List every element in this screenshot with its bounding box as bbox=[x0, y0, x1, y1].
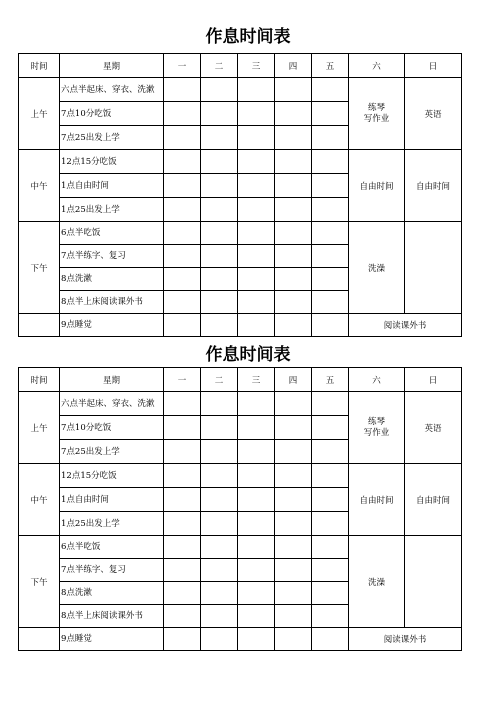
activity-cell: 7点25出发上学 bbox=[60, 440, 164, 464]
activity-cell: 1点自由时间 bbox=[60, 174, 164, 198]
empty-cell bbox=[238, 150, 275, 174]
header-cell: 六 bbox=[349, 368, 405, 392]
empty-cell bbox=[238, 582, 275, 605]
activity-cell: 12点15分吃饭 bbox=[60, 150, 164, 174]
empty-cell bbox=[275, 174, 312, 198]
empty-cell bbox=[275, 222, 312, 245]
activity-cell: 7点10分吃饭 bbox=[60, 102, 164, 126]
empty-cell bbox=[164, 174, 201, 198]
empty-cell bbox=[164, 291, 201, 314]
empty-cell bbox=[201, 488, 238, 512]
empty-cell bbox=[201, 150, 238, 174]
empty-cell bbox=[238, 102, 275, 126]
empty-cell bbox=[201, 582, 238, 605]
activity-cell: 9点睡觉 bbox=[60, 628, 164, 651]
table-row bbox=[19, 536, 462, 559]
empty-cell bbox=[238, 536, 275, 559]
empty-cell bbox=[238, 392, 275, 416]
header-cell: 一 bbox=[164, 368, 201, 392]
saturday-cell: 自由时间 bbox=[349, 150, 405, 222]
table-row bbox=[19, 78, 462, 102]
empty-cell bbox=[238, 222, 275, 245]
empty-cell bbox=[164, 582, 201, 605]
empty-cell bbox=[238, 314, 275, 337]
schedule-table bbox=[18, 367, 462, 651]
period-label: 下午 bbox=[19, 222, 60, 314]
table-row bbox=[19, 464, 462, 488]
header-cell: 二 bbox=[201, 368, 238, 392]
empty-cell bbox=[164, 102, 201, 126]
header-cell: 星期 bbox=[60, 54, 164, 78]
empty-cell bbox=[164, 198, 201, 222]
empty-cell bbox=[201, 416, 238, 440]
empty-cell bbox=[312, 126, 349, 150]
period-label bbox=[19, 314, 60, 337]
empty-cell bbox=[275, 536, 312, 559]
empty-cell bbox=[238, 268, 275, 291]
activity-cell: 7点25出发上学 bbox=[60, 126, 164, 150]
empty-cell bbox=[238, 174, 275, 198]
schedule-table-wrap bbox=[18, 367, 461, 651]
schedule-table-wrap bbox=[18, 53, 461, 337]
schedule-table bbox=[18, 53, 462, 337]
saturday-cell: 练琴 写作业 bbox=[349, 392, 405, 464]
empty-cell bbox=[312, 268, 349, 291]
empty-cell bbox=[201, 126, 238, 150]
activity-cell: 8点半上床阅读课外书 bbox=[60, 291, 164, 314]
empty-cell bbox=[201, 536, 238, 559]
empty-cell bbox=[275, 126, 312, 150]
empty-cell bbox=[238, 245, 275, 268]
activity-cell: 12点15分吃饭 bbox=[60, 464, 164, 488]
empty-cell bbox=[164, 464, 201, 488]
empty-cell bbox=[238, 416, 275, 440]
empty-cell bbox=[312, 78, 349, 102]
header-cell: 日 bbox=[405, 368, 462, 392]
empty-cell bbox=[164, 150, 201, 174]
table-row bbox=[19, 222, 462, 245]
activity-cell: 六点半起床、穿衣、洗漱 bbox=[60, 392, 164, 416]
empty-cell bbox=[275, 512, 312, 536]
empty-cell bbox=[164, 512, 201, 536]
schedule-title: 作息时间表 bbox=[205, 345, 291, 365]
empty-cell bbox=[275, 392, 312, 416]
empty-cell bbox=[312, 174, 349, 198]
activity-cell: 6点半吃饭 bbox=[60, 536, 164, 559]
empty-cell bbox=[164, 245, 201, 268]
empty-cell bbox=[164, 440, 201, 464]
empty-cell bbox=[275, 198, 312, 222]
empty-cell bbox=[275, 605, 312, 628]
empty-cell bbox=[238, 440, 275, 464]
header-cell: 时间 bbox=[19, 368, 60, 392]
empty-cell bbox=[201, 198, 238, 222]
empty-cell bbox=[312, 416, 349, 440]
empty-cell bbox=[201, 512, 238, 536]
empty-cell bbox=[312, 291, 349, 314]
empty-cell bbox=[164, 416, 201, 440]
empty-cell bbox=[275, 102, 312, 126]
header-cell: 时间 bbox=[19, 54, 60, 78]
empty-cell bbox=[201, 268, 238, 291]
empty-cell bbox=[238, 126, 275, 150]
empty-cell bbox=[164, 488, 201, 512]
empty-cell bbox=[201, 174, 238, 198]
activity-cell: 8点洗漱 bbox=[60, 268, 164, 291]
sunday-cell: 英语 bbox=[405, 392, 462, 464]
table-row bbox=[19, 392, 462, 416]
saturday-cell: 洗澡 bbox=[349, 536, 405, 628]
activity-cell: 9点睡觉 bbox=[60, 314, 164, 337]
activity-cell: 7点10分吃饭 bbox=[60, 416, 164, 440]
table-row bbox=[19, 314, 462, 337]
activity-cell: 7点半练字、复习 bbox=[60, 559, 164, 582]
sunday-cell: 自由时间 bbox=[405, 150, 462, 222]
header-cell: 五 bbox=[312, 54, 349, 78]
period-label: 上午 bbox=[19, 392, 60, 464]
empty-cell bbox=[164, 628, 201, 651]
activity-cell: 7点半练字、复习 bbox=[60, 245, 164, 268]
empty-cell bbox=[238, 488, 275, 512]
empty-cell bbox=[238, 78, 275, 102]
empty-cell bbox=[312, 102, 349, 126]
activity-cell: 1点自由时间 bbox=[60, 488, 164, 512]
empty-cell bbox=[201, 102, 238, 126]
empty-cell bbox=[164, 78, 201, 102]
saturday-cell: 自由时间 bbox=[349, 464, 405, 536]
empty-cell bbox=[275, 488, 312, 512]
empty-cell bbox=[164, 222, 201, 245]
header-cell: 日 bbox=[405, 54, 462, 78]
table-row bbox=[19, 150, 462, 174]
empty-cell bbox=[312, 605, 349, 628]
empty-cell bbox=[238, 464, 275, 488]
empty-cell bbox=[238, 291, 275, 314]
empty-cell bbox=[164, 605, 201, 628]
period-label: 中午 bbox=[19, 150, 60, 222]
empty-cell bbox=[238, 559, 275, 582]
weekend-cell: 阅读课外书 bbox=[349, 314, 462, 337]
saturday-cell: 练琴 写作业 bbox=[349, 78, 405, 150]
empty-cell bbox=[312, 536, 349, 559]
sunday-cell bbox=[405, 536, 462, 628]
empty-cell bbox=[275, 628, 312, 651]
empty-cell bbox=[312, 440, 349, 464]
empty-cell bbox=[201, 464, 238, 488]
header-cell: 三 bbox=[238, 368, 275, 392]
empty-cell bbox=[201, 628, 238, 651]
empty-cell bbox=[275, 416, 312, 440]
empty-cell bbox=[312, 245, 349, 268]
empty-cell bbox=[312, 512, 349, 536]
empty-cell bbox=[312, 628, 349, 651]
empty-cell bbox=[164, 268, 201, 291]
empty-cell bbox=[275, 78, 312, 102]
header-cell: 二 bbox=[201, 54, 238, 78]
empty-cell bbox=[201, 78, 238, 102]
header-cell: 一 bbox=[164, 54, 201, 78]
empty-cell bbox=[201, 222, 238, 245]
empty-cell bbox=[312, 559, 349, 582]
activity-cell: 6点半吃饭 bbox=[60, 222, 164, 245]
empty-cell bbox=[201, 392, 238, 416]
empty-cell bbox=[238, 198, 275, 222]
empty-cell bbox=[201, 314, 238, 337]
empty-cell bbox=[238, 605, 275, 628]
empty-cell bbox=[164, 536, 201, 559]
activity-cell: 1点25出发上学 bbox=[60, 198, 164, 222]
header-row bbox=[19, 368, 462, 392]
empty-cell bbox=[201, 245, 238, 268]
empty-cell bbox=[275, 440, 312, 464]
header-cell: 四 bbox=[275, 368, 312, 392]
empty-cell bbox=[238, 512, 275, 536]
empty-cell bbox=[164, 392, 201, 416]
header-cell: 五 bbox=[312, 368, 349, 392]
empty-cell bbox=[312, 150, 349, 174]
empty-cell bbox=[275, 291, 312, 314]
empty-cell bbox=[312, 314, 349, 337]
header-cell: 四 bbox=[275, 54, 312, 78]
header-cell: 三 bbox=[238, 54, 275, 78]
empty-cell bbox=[312, 582, 349, 605]
empty-cell bbox=[201, 440, 238, 464]
empty-cell bbox=[164, 314, 201, 337]
period-label: 下午 bbox=[19, 536, 60, 628]
empty-cell bbox=[312, 222, 349, 245]
activity-cell: 六点半起床、穿衣、洗漱 bbox=[60, 78, 164, 102]
period-label: 上午 bbox=[19, 78, 60, 150]
empty-cell bbox=[164, 559, 201, 582]
period-label bbox=[19, 628, 60, 651]
empty-cell bbox=[164, 126, 201, 150]
empty-cell bbox=[238, 628, 275, 651]
header-row bbox=[19, 54, 462, 78]
empty-cell bbox=[312, 488, 349, 512]
sunday-cell bbox=[405, 222, 462, 314]
empty-cell bbox=[275, 268, 312, 291]
saturday-cell: 洗澡 bbox=[349, 222, 405, 314]
activity-cell: 8点半上床阅读课外书 bbox=[60, 605, 164, 628]
header-cell: 星期 bbox=[60, 368, 164, 392]
header-cell: 六 bbox=[349, 54, 405, 78]
empty-cell bbox=[275, 150, 312, 174]
period-label: 中午 bbox=[19, 464, 60, 536]
empty-cell bbox=[312, 464, 349, 488]
empty-cell bbox=[275, 314, 312, 337]
activity-cell: 8点洗漱 bbox=[60, 582, 164, 605]
sunday-cell: 英语 bbox=[405, 78, 462, 150]
empty-cell bbox=[312, 198, 349, 222]
empty-cell bbox=[312, 392, 349, 416]
empty-cell bbox=[275, 245, 312, 268]
empty-cell bbox=[275, 582, 312, 605]
empty-cell bbox=[201, 605, 238, 628]
schedule-title: 作息时间表 bbox=[205, 27, 291, 47]
weekend-cell: 阅读课外书 bbox=[349, 628, 462, 651]
sunday-cell: 自由时间 bbox=[405, 464, 462, 536]
activity-cell: 1点25出发上学 bbox=[60, 512, 164, 536]
table-row bbox=[19, 628, 462, 651]
empty-cell bbox=[201, 559, 238, 582]
empty-cell bbox=[201, 291, 238, 314]
empty-cell bbox=[275, 464, 312, 488]
empty-cell bbox=[275, 559, 312, 582]
